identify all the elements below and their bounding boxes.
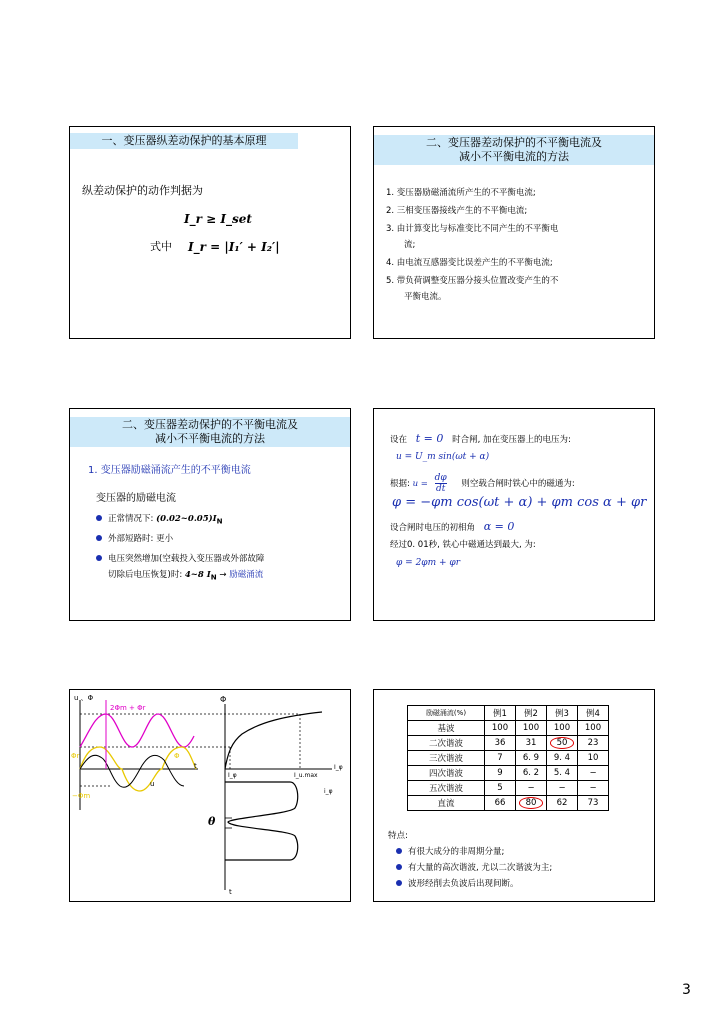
bullet-text: 正常情况下: xyxy=(108,514,154,524)
voltage-equation: u = U_m sin(ωt + α) xyxy=(396,452,490,462)
table-row xyxy=(408,751,609,766)
label-i-phi-lower: i_φ xyxy=(324,788,333,795)
slide-unbalanced-current-list xyxy=(373,126,655,339)
bullet-external-fault xyxy=(96,533,173,545)
table-cell: 100 xyxy=(547,721,578,736)
slide-harmonics-table xyxy=(373,689,655,902)
table-row xyxy=(408,721,609,736)
highlighted-value: 80 xyxy=(519,797,544,809)
table-header-cell: 励磁涌流(%) xyxy=(408,706,485,721)
table-cell: 五次谐波 xyxy=(408,781,485,796)
slide-title-line1: 二、变压器差动保护的不平衡电流及 xyxy=(426,136,602,149)
flux-equation: φ = −φm cos(ωt + α) + φm cos α + φr xyxy=(392,495,647,510)
magnetization-curve xyxy=(225,712,322,769)
bullet-text: 电压突然增加(空载投入变压器或外部故障 xyxy=(108,554,265,564)
table-cell xyxy=(516,796,547,811)
list-item: 3. 由计算变比与标准变比不同产生的不平衡电 xyxy=(386,224,559,234)
table-row xyxy=(408,736,609,751)
list-item: 2. 三相变压器接线产生的不平衡电流; xyxy=(386,206,528,216)
label-Iu-max: I_u.max xyxy=(294,772,318,779)
list-item: 流; xyxy=(404,240,416,250)
table-cell: 100 xyxy=(578,721,609,736)
feature-text: 有很大成分的非周期分量; xyxy=(408,847,505,857)
slide-title-line1: 二、变压器差动保护的不平衡电流及 xyxy=(122,418,298,431)
table-cell: 9 xyxy=(485,766,516,781)
feature-item xyxy=(396,878,519,890)
table-header-cell: 例1 xyxy=(485,706,516,721)
harmonics-table xyxy=(407,705,609,811)
table-cell: − xyxy=(547,781,578,796)
closing-time-line xyxy=(390,433,571,446)
flux-definition-line xyxy=(390,473,575,494)
table-cell: 62 xyxy=(547,796,578,811)
table-cell: 6. 9 xyxy=(516,751,547,766)
label-I-phi: I_φ xyxy=(228,772,237,779)
table-cell: 6. 2 xyxy=(516,766,547,781)
list-item: 平衡电流。 xyxy=(404,292,447,302)
flux-def-fraction xyxy=(435,473,447,494)
slide-inrush-current xyxy=(69,408,351,621)
differential-current-equation: I_r = |I₁′ + I₂′| xyxy=(188,240,280,254)
feature-text: 有大量的高次谐波, 尤以二次谐波为主; xyxy=(408,863,553,873)
table-cell: − xyxy=(578,781,609,796)
criterion-label: 纵差动保护的动作判据为 xyxy=(82,184,203,197)
bullet-value: 4~8 I xyxy=(184,570,211,580)
fraction-denominator: dt xyxy=(435,484,446,494)
bullet-text: 切除后电压恢复)时: xyxy=(108,570,183,580)
table-header-cell: 例2 xyxy=(516,706,547,721)
axis-label-u-phi: u 、Φ xyxy=(74,694,94,702)
table-cell: 23 xyxy=(578,736,609,751)
flux-def-left: u = xyxy=(412,479,428,489)
max-flux-equation: φ = 2φm + φr xyxy=(396,558,460,568)
table-cell: 73 xyxy=(578,796,609,811)
feature-item xyxy=(396,846,504,858)
table-cell: 二次谐波 xyxy=(408,736,485,751)
table-cell: 直流 xyxy=(408,796,485,811)
bullet-subscript: N xyxy=(210,572,217,582)
label-2phi: 2Φm + Φr xyxy=(110,704,146,712)
list-item: 1. 变压器励磁涌流所产生的不平衡电流; xyxy=(386,188,536,198)
table-row xyxy=(408,781,609,796)
highlighted-value: 50 xyxy=(550,737,575,749)
table-cell: 31 xyxy=(516,736,547,751)
label-Phi-axis: Φ xyxy=(220,695,227,704)
flux-curve xyxy=(80,714,194,747)
slide-title: 一、变压器纵差动保护的基本原理 xyxy=(70,133,298,149)
table-cell: 36 xyxy=(485,736,516,751)
text: 根据: xyxy=(390,479,410,489)
table-cell xyxy=(547,736,578,751)
bullet-subscript: N xyxy=(216,516,223,526)
slide-basic-principle xyxy=(69,126,351,339)
text: 时合闸, 加在变压器上的电压为: xyxy=(452,435,571,445)
table-row xyxy=(408,796,609,811)
bullet-result: 励磁涌流 xyxy=(229,570,264,580)
table-cell: 9. 4 xyxy=(547,751,578,766)
bullet-value: (0.02~0.05)I xyxy=(156,514,217,524)
bullet-voltage-increase xyxy=(96,553,264,565)
text: 则空载合闸时铁心中的磁通为: xyxy=(461,479,575,489)
bullet-dot xyxy=(396,880,402,886)
label-phi-small: Φ xyxy=(174,752,180,760)
bullet-text: 外部短路时: 更小 xyxy=(108,534,174,544)
time-equation: t = 0 xyxy=(415,432,444,445)
label-neg-phi: −Φm xyxy=(72,792,91,800)
features-label: 特点: xyxy=(388,831,408,841)
phase-angle-line xyxy=(390,521,514,534)
table-cell: 66 xyxy=(485,796,516,811)
section-subtitle: 1. 变压器励磁涌流产生的不平衡电流 xyxy=(88,465,251,476)
table-header-cell: 例4 xyxy=(578,706,609,721)
table-cell: 四次谐波 xyxy=(408,766,485,781)
voltage-curve xyxy=(80,755,184,787)
table-cell: 10 xyxy=(578,751,609,766)
arrow-icon: → xyxy=(219,570,227,580)
label-Iphi-axis: I_φ xyxy=(334,764,343,771)
label-phi-r: Φr xyxy=(71,752,80,760)
table-cell: − xyxy=(516,781,547,796)
slide-title xyxy=(70,417,350,447)
slide-flux-derivation xyxy=(373,408,655,621)
label-t-left: t xyxy=(194,762,197,770)
label-theta: θ xyxy=(208,815,216,828)
table-row xyxy=(408,766,609,781)
label-u: u xyxy=(150,780,155,788)
table-cell: 7 xyxy=(485,751,516,766)
bullet-dot xyxy=(96,515,102,521)
table-header-row xyxy=(408,706,609,721)
page-number: 3 xyxy=(682,982,691,998)
table-cell: 三次谐波 xyxy=(408,751,485,766)
angle-equation: α = 0 xyxy=(483,520,515,533)
list-item: 4. 由电流互感器变比误差产生的不平衡电流; xyxy=(386,258,553,268)
label-t-lower: t xyxy=(229,888,232,896)
bullet-normal xyxy=(96,513,223,528)
inrush-current-curve xyxy=(225,782,298,860)
table-cell: 5 xyxy=(485,781,516,796)
feature-text: 波形经削去负波后出现间断。 xyxy=(408,879,519,889)
slide-title-line2: 减小不平衡电流的方法 xyxy=(459,150,569,163)
table-cell: − xyxy=(578,766,609,781)
table-cell: 100 xyxy=(516,721,547,736)
feature-item xyxy=(396,862,552,874)
bullet-voltage-increase-cont xyxy=(108,569,263,584)
fraction-numerator: dφ xyxy=(434,473,447,483)
bullet-dot xyxy=(96,555,102,561)
where-label: 式中 xyxy=(150,240,172,253)
inrush-diagram xyxy=(70,690,350,901)
table-header-cell: 例3 xyxy=(547,706,578,721)
bullet-dot xyxy=(396,848,402,854)
text: 设合闸时电压的初相角 xyxy=(390,523,476,533)
slide-title xyxy=(374,135,654,165)
table-cell: 5. 4 xyxy=(547,766,578,781)
bullet-dot xyxy=(396,864,402,870)
table-cell: 基波 xyxy=(408,721,485,736)
list-item: 5. 带负荷调整变压器分接头位置改变产生的不 xyxy=(386,276,559,286)
bullet-dot xyxy=(96,535,102,541)
slide-inrush-diagram xyxy=(69,689,351,902)
table-cell: 100 xyxy=(485,721,516,736)
section-heading: 变压器的励磁电流 xyxy=(96,493,176,504)
slide-title-line2: 减小不平衡电流的方法 xyxy=(155,432,265,445)
criterion-equation: I_r ≥ I_set xyxy=(184,212,252,226)
max-flux-line: 经过0. 01秒, 铁心中磁通达到最大, 为: xyxy=(390,540,536,550)
text: 设在 xyxy=(390,435,408,445)
